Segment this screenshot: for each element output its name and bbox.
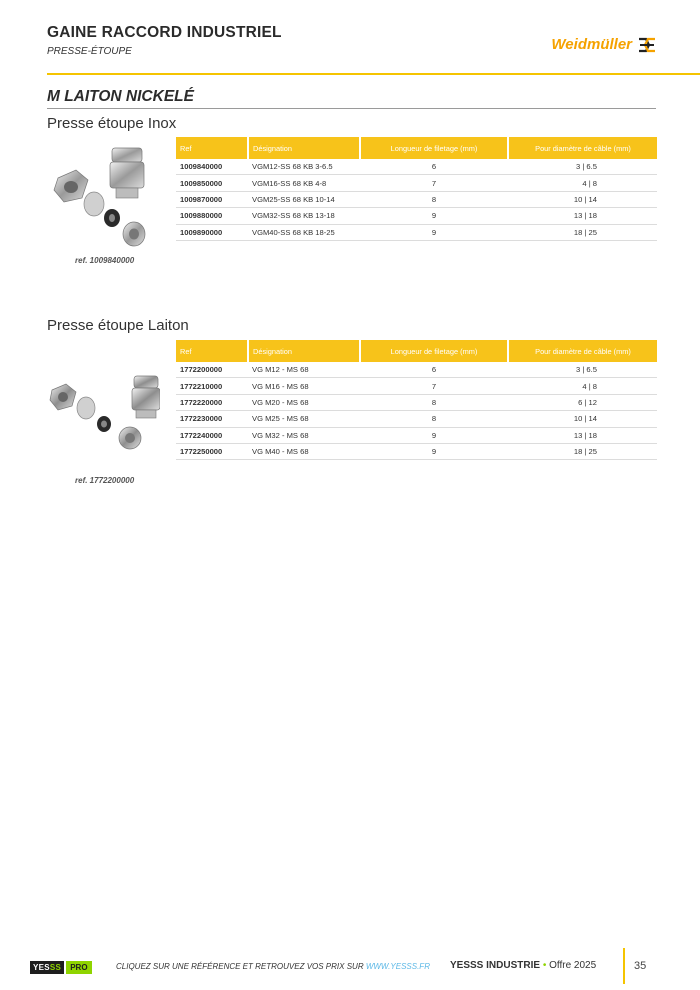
page-number: 35 bbox=[634, 960, 647, 972]
table-row[interactable] bbox=[176, 443, 657, 459]
length-cell: 8 bbox=[360, 394, 508, 410]
section-title: M LAITON NICKELÉ bbox=[47, 88, 194, 105]
table-row[interactable] bbox=[176, 378, 657, 394]
length-cell: 9 bbox=[360, 443, 508, 459]
footer-cta-link[interactable]: WWW.YESSS.FR bbox=[365, 962, 430, 971]
ref-cell[interactable]: 1009890000 bbox=[176, 224, 248, 240]
diameter-cell: 10 | 14 bbox=[508, 411, 657, 427]
cable-gland-inox-image bbox=[50, 142, 162, 254]
footer-offer bbox=[450, 960, 596, 971]
product-table-inox bbox=[176, 137, 657, 241]
table-row[interactable] bbox=[176, 191, 657, 207]
ref-cell[interactable]: 1009850000 bbox=[176, 175, 248, 191]
length-cell: 6 bbox=[360, 159, 508, 175]
ref-cell[interactable]: 1772220000 bbox=[176, 394, 248, 410]
diameter-cell: 13 | 18 bbox=[508, 427, 657, 443]
column-header-length: Longueur de filetage (mm) bbox=[360, 137, 508, 159]
designation-cell: VGM16-SS 68 KB 4-8 bbox=[248, 175, 360, 191]
column-header-ref: Ref bbox=[176, 137, 248, 159]
table-row[interactable] bbox=[176, 175, 657, 191]
designation-cell: VG M25 - MS 68 bbox=[248, 411, 360, 427]
column-header-length: Longueur de filetage (mm) bbox=[360, 340, 508, 362]
footer-cta-text: CLIQUEZ SUR UNE RÉFÉRENCE ET RETROUVEZ VOS PRIX SUR bbox=[116, 962, 364, 971]
designation-cell: VGM12-SS 68 KB 3-6.5 bbox=[248, 159, 360, 175]
footer-company: YESSS INDUSTRIE bbox=[450, 960, 541, 971]
logo-yesss-main: YES bbox=[33, 963, 50, 972]
cable-gland-laiton-image bbox=[48, 372, 160, 472]
column-header-designation: Désignation bbox=[248, 137, 360, 159]
page-subtitle: PRESSE-ÉTOUPE bbox=[47, 46, 132, 57]
designation-cell: VG M16 - MS 68 bbox=[248, 378, 360, 394]
designation-cell: VG M20 - MS 68 bbox=[248, 394, 360, 410]
column-header-designation: Désignation bbox=[248, 340, 360, 362]
table-row[interactable] bbox=[176, 411, 657, 427]
page-title: GAINE RACCORD INDUSTRIEL bbox=[47, 24, 282, 41]
ref-cell[interactable]: 1009870000 bbox=[176, 191, 248, 207]
footer-cta bbox=[116, 962, 430, 971]
length-cell: 7 bbox=[360, 175, 508, 191]
image-caption-laiton: ref. 1772200000 bbox=[75, 476, 135, 485]
length-cell: 8 bbox=[360, 191, 508, 207]
designation-cell: VGM25-SS 68 KB 10-14 bbox=[248, 191, 360, 207]
table-row[interactable] bbox=[176, 427, 657, 443]
column-header-diameter: Pour diamètre de câble (mm) bbox=[508, 137, 657, 159]
product-table-laiton bbox=[176, 340, 657, 460]
column-header-diameter: Pour diamètre de câble (mm) bbox=[508, 340, 657, 362]
length-cell: 6 bbox=[360, 362, 508, 378]
diameter-cell: 3 | 6.5 bbox=[508, 362, 657, 378]
diameter-cell: 4 | 8 bbox=[508, 175, 657, 191]
diameter-cell: 13 | 18 bbox=[508, 208, 657, 224]
footer-offer-text: Offre 2025 bbox=[549, 960, 597, 971]
logo-yesss bbox=[30, 961, 64, 974]
logo-pro: PRO bbox=[66, 961, 91, 974]
diameter-cell: 3 | 6.5 bbox=[508, 159, 657, 175]
group-title-inox: Presse étoupe Inox bbox=[47, 115, 177, 132]
length-cell: 9 bbox=[360, 427, 508, 443]
column-header-ref: Ref bbox=[176, 340, 248, 362]
section-divider bbox=[47, 108, 656, 109]
ref-cell[interactable]: 1009840000 bbox=[176, 159, 248, 175]
table-row[interactable] bbox=[176, 224, 657, 240]
designation-cell: VG M40 - MS 68 bbox=[248, 443, 360, 459]
logo-yesss-ss: SS bbox=[49, 963, 62, 972]
ref-cell[interactable]: 1772200000 bbox=[176, 362, 248, 378]
table-row[interactable] bbox=[176, 394, 657, 410]
footer-bullet: • bbox=[542, 960, 547, 971]
footer-divider bbox=[623, 948, 625, 984]
table-header-row bbox=[176, 137, 657, 159]
yesss-pro-logo[interactable] bbox=[30, 961, 92, 974]
table-row[interactable] bbox=[176, 362, 657, 378]
diameter-cell: 4 | 8 bbox=[508, 378, 657, 394]
ref-cell[interactable]: 1772240000 bbox=[176, 427, 248, 443]
image-caption-inox: ref. 1009840000 bbox=[75, 256, 135, 265]
designation-cell: VG M12 - MS 68 bbox=[248, 362, 360, 378]
brand-name: Weidmüller bbox=[551, 36, 632, 53]
header-divider bbox=[47, 73, 700, 75]
table-header-row bbox=[176, 340, 657, 362]
ref-cell[interactable]: 1772210000 bbox=[176, 378, 248, 394]
length-cell: 7 bbox=[360, 378, 508, 394]
group-title-laiton: Presse étoupe Laiton bbox=[47, 317, 189, 334]
diameter-cell: 10 | 14 bbox=[508, 191, 657, 207]
designation-cell: VG M32 - MS 68 bbox=[248, 427, 360, 443]
length-cell: 9 bbox=[360, 208, 508, 224]
length-cell: 9 bbox=[360, 224, 508, 240]
weidmuller-emblem-icon bbox=[638, 37, 656, 53]
table-row[interactable] bbox=[176, 208, 657, 224]
designation-cell: VGM32-SS 68 KB 13-18 bbox=[248, 208, 360, 224]
brand-logo[interactable] bbox=[551, 36, 656, 53]
table-row[interactable] bbox=[176, 159, 657, 175]
diameter-cell: 18 | 25 bbox=[508, 443, 657, 459]
ref-cell[interactable]: 1772250000 bbox=[176, 443, 248, 459]
diameter-cell: 18 | 25 bbox=[508, 224, 657, 240]
length-cell: 8 bbox=[360, 411, 508, 427]
ref-cell[interactable]: 1009880000 bbox=[176, 208, 248, 224]
diameter-cell: 6 | 12 bbox=[508, 394, 657, 410]
ref-cell[interactable]: 1772230000 bbox=[176, 411, 248, 427]
designation-cell: VGM40-SS 68 KB 18-25 bbox=[248, 224, 360, 240]
